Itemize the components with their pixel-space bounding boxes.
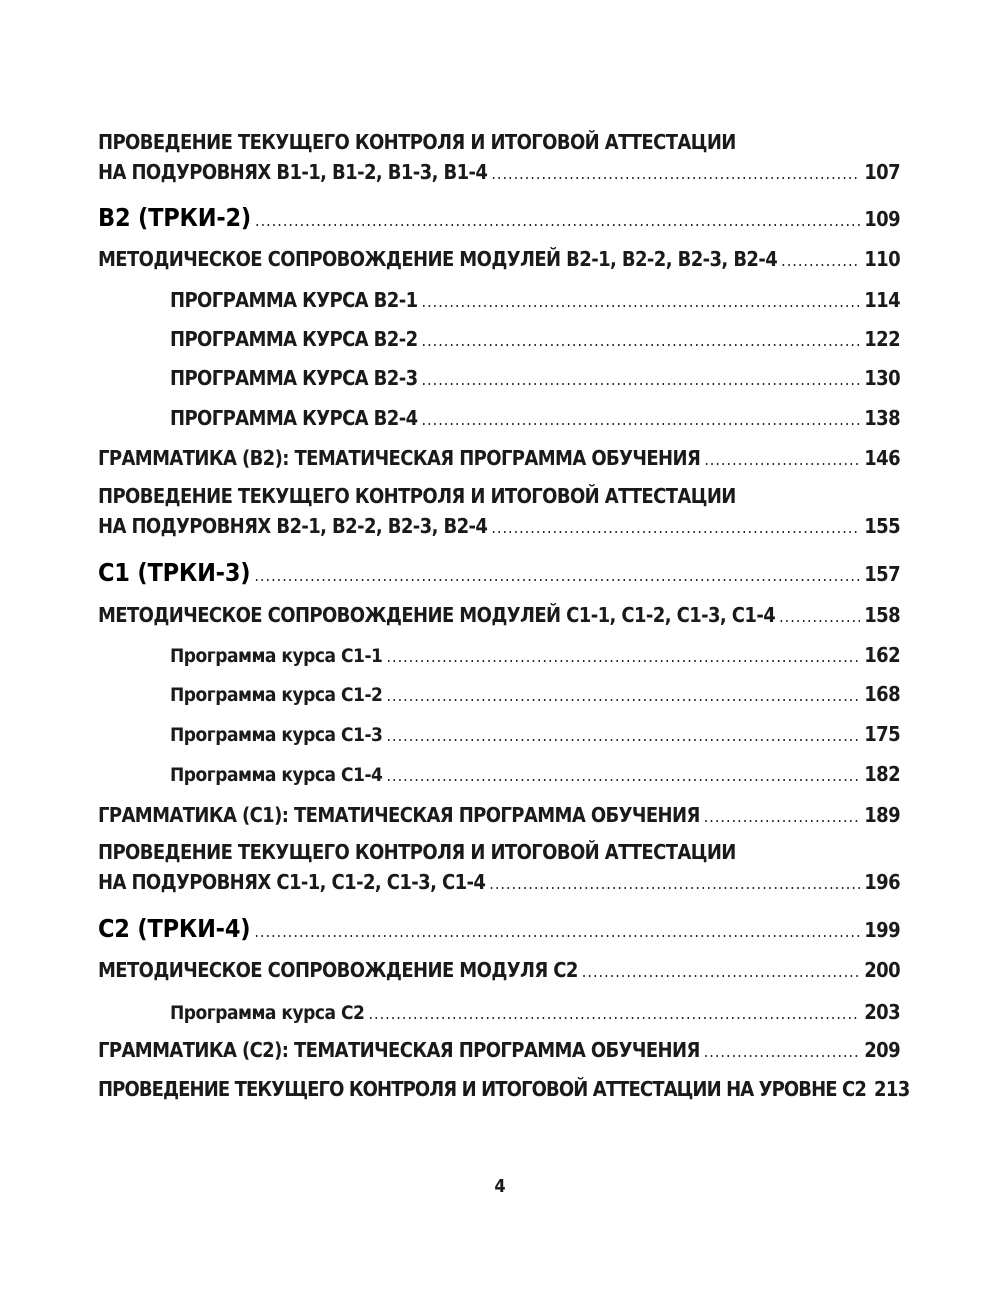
section-heading-label: С1 (ТРКИ-3) bbox=[98, 558, 251, 587]
toc-entry-label-line2: НА ПОДУРОВНЯХ В2-1, В2-2, В2-3, В2-4 bbox=[98, 514, 488, 538]
dot-leader bbox=[704, 1037, 861, 1067]
toc-entry-c2-program[interactable] bbox=[170, 997, 900, 1029]
toc-entry-b2-program-1[interactable] bbox=[170, 285, 900, 317]
toc-entry-c1-program-4[interactable] bbox=[170, 759, 900, 791]
toc-page-number: 168 bbox=[864, 682, 900, 706]
toc-entry-label: ГРАММАТИКА (С1): ТЕМАТИЧЕСКАЯ ПРОГРАММА ОБУЧЕНИЯ bbox=[98, 803, 700, 827]
toc-page-number: 110 bbox=[864, 247, 900, 271]
toc-entry-label: Программа курса С1-2 bbox=[170, 684, 383, 706]
toc-page-number: 107 bbox=[864, 160, 900, 184]
toc-entry-label: ГРАММАТИКА (С2): ТЕМАТИЧЕСКАЯ ПРОГРАММА ОБУЧЕНИЯ bbox=[98, 1038, 700, 1062]
dot-leader bbox=[582, 957, 860, 987]
toc-page-number: 155 bbox=[864, 514, 900, 538]
toc-page-number: 189 bbox=[864, 803, 900, 827]
toc-entry-label: ПРОВЕДЕНИЕ ТЕКУЩЕГО КОНТРОЛЯ И ИТОГОВОЙ АТТЕСТАЦИИ НА УРОВНЕ С2 bbox=[98, 1077, 866, 1101]
toc-page-number: 162 bbox=[864, 643, 900, 667]
toc-page-number: 122 bbox=[864, 327, 900, 351]
toc-page-number: 130 bbox=[864, 366, 900, 390]
dot-leader bbox=[704, 445, 860, 475]
dot-leader bbox=[368, 999, 860, 1029]
dot-leader bbox=[255, 206, 860, 236]
toc-entry-b2-grammar[interactable] bbox=[98, 443, 900, 475]
toc-section-heading-c2[interactable] bbox=[98, 914, 900, 947]
dot-leader bbox=[254, 917, 860, 947]
toc-entry-c1-methodology[interactable] bbox=[98, 600, 900, 632]
toc-page-number: 203 bbox=[864, 1000, 900, 1024]
toc-page-number: 138 bbox=[864, 406, 900, 430]
toc-page-number: 114 bbox=[864, 288, 900, 312]
dot-leader bbox=[489, 869, 860, 899]
toc-entry-label: Программа курса С1-3 bbox=[170, 724, 383, 746]
toc-entry-b2-program-4[interactable] bbox=[170, 403, 900, 435]
dot-leader bbox=[386, 761, 860, 791]
toc-entry-c1-program-2[interactable] bbox=[170, 679, 900, 711]
toc-page-number: 209 bbox=[864, 1038, 900, 1062]
dot-leader bbox=[386, 721, 860, 751]
toc-entry-c1-program-3[interactable] bbox=[170, 719, 900, 751]
section-heading-label: В2 (ТРКИ-2) bbox=[98, 203, 251, 232]
toc-page-number: 196 bbox=[864, 870, 900, 894]
dot-leader bbox=[491, 159, 860, 189]
dot-leader bbox=[779, 602, 860, 632]
dot-leader bbox=[386, 681, 860, 711]
toc-section-heading-b2[interactable] bbox=[98, 203, 900, 236]
toc-entry-label: Программа курса С1-4 bbox=[170, 764, 383, 786]
toc-entry-label: Программа курса С1-1 bbox=[170, 645, 383, 667]
toc-page-number: 182 bbox=[864, 762, 900, 786]
toc-entry-b2-program-2[interactable] bbox=[170, 324, 900, 356]
toc-entry-label: ПРОГРАММА КУРСА В2-2 bbox=[170, 327, 418, 351]
toc-entry-b2-control[interactable] bbox=[98, 481, 900, 543]
toc-page-number: 157 bbox=[864, 562, 900, 586]
toc-entry-label: ГРАММАТИКА (В2): ТЕМАТИЧЕСКАЯ ПРОГРАММА ОБУЧЕНИЯ bbox=[98, 446, 701, 470]
dot-leader bbox=[422, 365, 861, 395]
toc-page-number: 109 bbox=[864, 207, 900, 231]
toc-entry-label-line1: ПРОВЕДЕНИЕ ТЕКУЩЕГО КОНТРОЛЯ И ИТОГОВОЙ АТТЕСТАЦИИ bbox=[98, 130, 736, 154]
toc-page-number: 146 bbox=[864, 446, 900, 470]
toc-entry-c1-grammar[interactable] bbox=[98, 800, 900, 832]
toc-entry-c2-methodology[interactable] bbox=[98, 955, 900, 987]
dot-leader bbox=[422, 326, 861, 356]
toc-entry-label-line2: НА ПОДУРОВНЯХ В1-1, В1-2, В1-3, В1-4 bbox=[98, 160, 488, 184]
toc-entry-label-line2: НА ПОДУРОВНЯХ С1-1, С1-2, С1-3, С1-4 bbox=[98, 870, 486, 894]
toc-page-number: 158 bbox=[864, 603, 900, 627]
toc-entry-c2-grammar[interactable] bbox=[98, 1035, 900, 1067]
dot-leader bbox=[704, 802, 861, 832]
toc-entry-label-line1: ПРОВЕДЕНИЕ ТЕКУЩЕГО КОНТРОЛЯ И ИТОГОВОЙ АТТЕСТАЦИИ bbox=[98, 840, 736, 864]
toc-entry-label: ПРОГРАММА КУРСА В2-1 bbox=[170, 288, 418, 312]
dot-leader bbox=[386, 642, 860, 672]
toc-entry-label: ПРОГРАММА КУРСА В2-4 bbox=[170, 406, 418, 430]
toc-entry-label: ПРОГРАММА КУРСА В2-3 bbox=[170, 366, 418, 390]
toc-section-heading-c1[interactable] bbox=[98, 558, 900, 591]
toc-entry-label: МЕТОДИЧЕСКОЕ СОПРОВОЖДЕНИЕ МОДУЛЕЙ В2-1, В2-2, В2-3, В2-4 bbox=[98, 247, 778, 271]
toc-entry-label: Программа курса С2 bbox=[170, 1002, 365, 1024]
toc-page-number: 213 bbox=[873, 1077, 910, 1101]
dot-leader bbox=[254, 561, 860, 591]
toc-entry-b1-control[interactable] bbox=[98, 127, 900, 189]
toc-entry-c1-control[interactable] bbox=[98, 837, 900, 899]
toc-page-number: 199 bbox=[864, 918, 900, 942]
toc-entry-b2-methodology[interactable] bbox=[98, 244, 900, 276]
dot-leader bbox=[422, 287, 861, 317]
toc-entry-b2-program-3[interactable] bbox=[170, 363, 900, 395]
toc-entry-label: МЕТОДИЧЕСКОЕ СОПРОВОЖДЕНИЕ МОДУЛЕЙ С1-1, С1-2, С1-3, С1-4 bbox=[98, 603, 776, 627]
toc-entry-c2-control[interactable] bbox=[98, 1074, 910, 1106]
page-number: 4 bbox=[494, 1176, 506, 1197]
section-heading-label: С2 (ТРКИ-4) bbox=[98, 914, 251, 943]
toc-page-number: 200 bbox=[864, 958, 900, 982]
dot-leader bbox=[781, 246, 860, 276]
toc-entry-label-line1: ПРОВЕДЕНИЕ ТЕКУЩЕГО КОНТРОЛЯ И ИТОГОВОЙ АТТЕСТАЦИИ bbox=[98, 484, 736, 508]
toc-page-number: 175 bbox=[864, 722, 900, 746]
dot-leader bbox=[422, 405, 861, 435]
toc-entry-label: МЕТОДИЧЕСКОЕ СОПРОВОЖДЕНИЕ МОДУЛЯ С2 bbox=[98, 958, 578, 982]
toc-entry-c1-program-1[interactable] bbox=[170, 640, 900, 672]
dot-leader bbox=[491, 513, 860, 543]
